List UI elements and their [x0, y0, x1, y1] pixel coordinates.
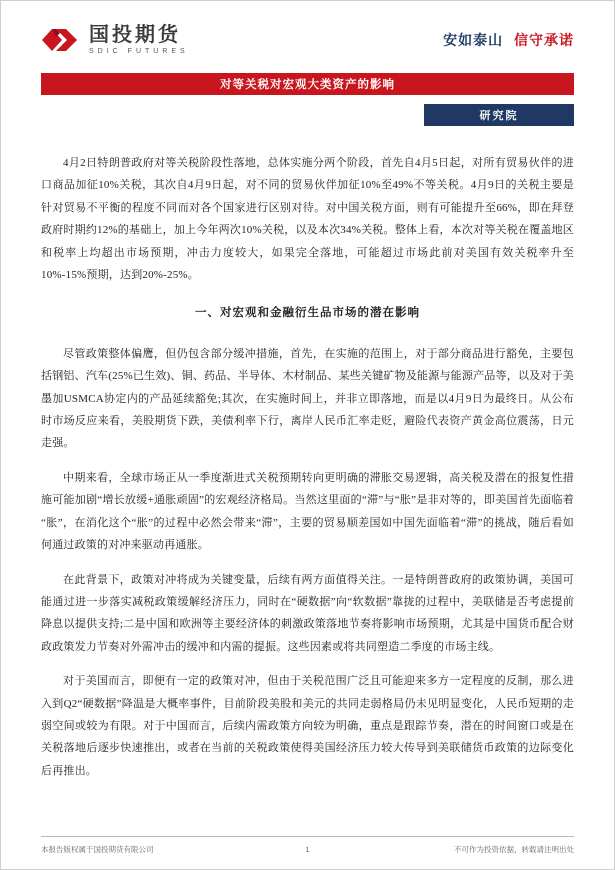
slogan-part-navy: 安如泰山	[443, 32, 504, 48]
body-paragraph-3: 在此背景下，政策对冲将成为关键变量，后续有两方面值得关注。一是特朗普政府的政策协调，美国可能通过进一步落实减税政策缓解经济压力，同时在“硬数据”向“软数据”靠拢的过程中，美联储是否考虑提前降息以提供支持;二是中国和欧洲等主要经济体的刺激政策落地节奏将影响市场预期，尤其是中国货币配合财政政策发力节奏对外需冲击的缓冲和内需的提振。这些因素或将共同塑造二季度的市场主线。	[41, 573, 574, 653]
footer-disclaimer: 不可作为投资依据，转载请注明出处	[454, 845, 575, 854]
body-paragraph-4: 对于美国而言，即便有一定的政策对冲，但由于关税范围广泛且可能迎来多方一定程度的反制，那么进入到Q2“硬数据”降温是大概率事件，目前阶段美股和美元的共同走弱格局仍未见明显变化，人民币短期的走弱空间或较为有限。对于中国而言，后续内需政策方向较为明确，重点是跟踪节奏，潜在的时间窗口或是在关税落地后逐步快速推出，或者在当前的关税政策使得美国经济压力较大传导到美联储货币政策的边际变化后再推出。	[41, 675, 574, 777]
brand-name-cn: 国投期货	[89, 23, 181, 46]
intro-paragraph: 4月2日特朗普政府对等关税阶段性落地，总体实施分两个阶段，首先自4月5日起，对所有贸易伙伴的进口商品加征10%关税，其次自4月9日起，对不同的贸易伙伴加征10%至49%不等关税。4月9日的关税主要是针对贸易不平衡的程度不同而对各个国家进行区别对待。对中国关税方面，则有可能提升至66%，即在拜登政府时期约12%的基础上，加上今年两次10%关税，以及本次34%关税。整体上看，本次对等关税在覆盖地区和税率上均超出市场预期，冲击力度较大，如果完全落地，可能超过市场此前对美国有效关税率升至10%-15%预期，达到20%-25%。	[41, 157, 574, 282]
section-heading: 一、对宏观和金融衍生品市场的潜在影响	[195, 307, 420, 320]
body-paragraph-2: 中期来看，全球市场正从一季度渐进式关税预期转向更明确的滞胀交易逻辑，高关税及潜在的报复性措施可能加剧“增长放缓+通胀顽固”的宏观经济格局。当然这里面的“滞”与“胀”是非对等的，即美国首先面临着“胀”，在消化这个“胀”的过程中必然会带来“滞”，主要的贸易顺差国如中国先面临着“滞”的挑战，随后看如何通过政策的对冲来驱动再通胀。	[41, 471, 574, 552]
footer-page-number: 1	[305, 845, 310, 854]
page-footer	[41, 836, 574, 855]
report-body	[41, 152, 574, 782]
department-badge: 研究院	[424, 104, 574, 126]
brand-logo	[41, 24, 189, 56]
brand-name-en: SDIC FUTURES	[89, 47, 189, 55]
body-paragraph-1: 尽管政策整体偏鹰，但仍包含部分缓冲措施，首先，在实施的范围上，对于部分商品进行豁免，主要包括钢铝、汽车(25%已生效)、铜、药品、半导体、木材制品、某些关键矿物及能源与能源产品等，以及对于美墨加USMCA协定内的产品延续豁免;其次，在实施时间上，并非立即落地，而是以4月9日为最终日。从公布时市场反应来看，美股期货下跌，美债利率下行，离岸人民币汇率走贬，避险代表资产黄金高位震荡，日元走强。	[41, 347, 574, 450]
sdic-logo-icon	[41, 24, 81, 56]
report-title-banner: 对等关税对宏观大类资产的影响	[41, 73, 574, 95]
department-row	[41, 104, 574, 126]
page-header	[41, 17, 574, 63]
slogan-part-red: 信守承诺	[514, 32, 574, 48]
footer-copyright: 本报告版权属于国投期货有限公司	[41, 845, 154, 854]
brand-slogan	[443, 30, 574, 50]
brand-text	[89, 25, 189, 55]
